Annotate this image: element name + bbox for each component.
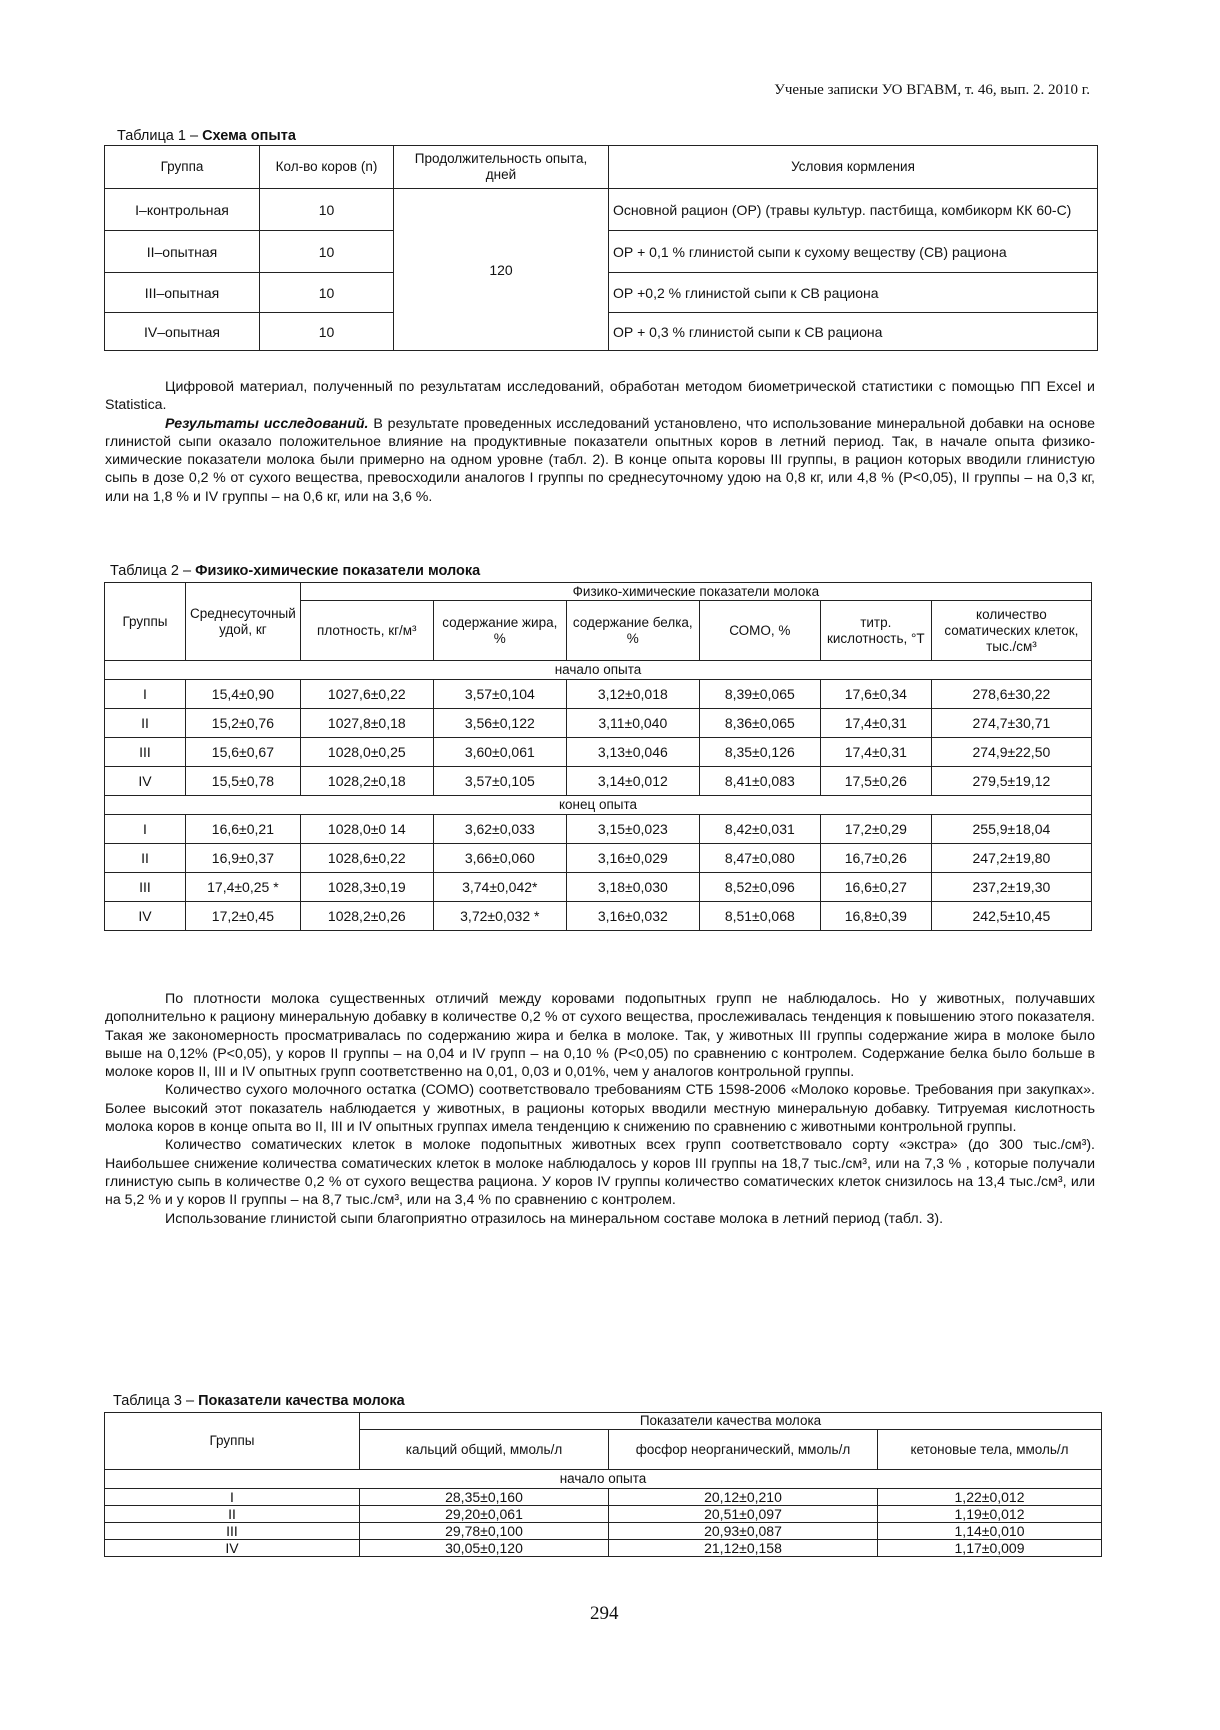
table-cell: I	[105, 1489, 360, 1506]
table1-caption-prefix: Таблица 1 –	[117, 128, 203, 144]
table-cell: 3,62±0,033	[433, 815, 566, 844]
table-cell: 3,74±0,042*	[433, 873, 566, 902]
t3-h-ket: кетоновые тела, ммоль/л	[878, 1430, 1102, 1470]
t2-h-protein: содержание белка, %	[566, 601, 699, 661]
t2-h-somo: СОМО, %	[699, 601, 820, 661]
table-cell: 1028,2±0,26	[300, 902, 433, 931]
table-cell: III	[105, 873, 186, 902]
table-cell: 3,66±0,060	[433, 844, 566, 873]
table-cell: 3,12±0,018	[566, 680, 699, 709]
table-row	[105, 815, 1092, 844]
table-cell: 8,52±0,096	[699, 873, 820, 902]
t1-r3-n: 10	[260, 273, 394, 313]
table-cell: 3,57±0,105	[433, 767, 566, 796]
table-cell: 3,18±0,030	[566, 873, 699, 902]
table-cell: 30,05±0,120	[360, 1540, 609, 1557]
table3-caption-prefix: Таблица 3 –	[113, 1393, 199, 1409]
t2-h-groups: Группы	[105, 583, 186, 661]
table-cell: 3,57±0,104	[433, 680, 566, 709]
t2-section-start: начало опыта	[105, 661, 1092, 680]
table-cell: 21,12±0,158	[609, 1540, 878, 1557]
para-statistics: Цифровой материал, полученный по результатам исследований, обработан методом биометрической статистики с помощью ПП Excel и Statistica.	[105, 379, 1095, 414]
table-cell: 15,5±0,78	[186, 767, 301, 796]
table-cell: 20,93±0,087	[609, 1523, 878, 1540]
table-cell: 16,6±0,27	[820, 873, 931, 902]
table-cell: 8,47±0,080	[699, 844, 820, 873]
table-cell: 3,56±0,122	[433, 709, 566, 738]
table-cell: 247,2±19,80	[931, 844, 1091, 873]
discussion-text	[105, 990, 1095, 1228]
t2-end-rows	[105, 815, 1092, 931]
table-cell: 17,2±0,45	[186, 902, 301, 931]
t1-r3-group: III–опытная	[105, 273, 260, 313]
table-cell: 8,42±0,031	[699, 815, 820, 844]
table-cell: 1028,3±0,19	[300, 873, 433, 902]
table2-caption	[110, 563, 480, 579]
table-row	[105, 709, 1092, 738]
results-text: В результате проведенных исследований установлено, что использование минеральной добавки на основе глинистой сыпи оказало положительное влияние на продуктивные показатели опытных коров в летний период. Так, в начале опыта физико-химические показатели молока были примерно на одном уровне (табл. 2). В конце опыта коровы III группы, в рацион которых вводили глинистую сыпь в дозе 0,2 % от сухого вещества, превосходили аналогов I группы по среднесуточному удою на 0,8 кг, или 4,8 % (P<0,05), II группы – на 0,3 кг, или на 1,8 % и IV группы – на 0,6 кг, или на 3,6 %.	[105, 415, 1095, 505]
t1-h-n: Кол-во коров (n)	[260, 146, 394, 189]
t2-section-end: конец опыта	[105, 796, 1092, 815]
t2-h-super: Физико-химические показатели молока	[300, 583, 1091, 601]
table-cell: 242,5±10,45	[931, 902, 1091, 931]
table-row	[105, 1523, 1102, 1540]
t2-h-density: плотность, кг/м³	[300, 601, 433, 661]
table-cell: 3,14±0,012	[566, 767, 699, 796]
table2-caption-title: Физико-химические показатели молока	[195, 563, 481, 579]
t1-duration: 120	[394, 189, 609, 351]
t3-h-super: Показатели качества молока	[360, 1413, 1102, 1430]
table-cell: 1028,0±0 14	[300, 815, 433, 844]
table-cell: 3,60±0,061	[433, 738, 566, 767]
table-cell: 279,5±19,12	[931, 767, 1091, 796]
table-cell: 20,12±0,210	[609, 1489, 878, 1506]
table-cell: 16,9±0,37	[186, 844, 301, 873]
table-cell: 1,22±0,012	[878, 1489, 1102, 1506]
para-somatic: Количество соматических клеток в молоке подопытных животных всех групп соответствовало сорту «экстра» (до 300 тыс./см³). Наибольшее снижение количества соматических клеток в молоке наблюдалось у коров III группы на 18,7 тыс./см³, или на 7,3 % , которые получали глинистую сыпь в количестве 0,2 % от сухого вещества рациона. У коров IV группы количество соматических клеток снизилось на 13,4 тыс./см³, или на 5,2 % и у коров II группы – на 8,7 тыс./см³, или на 3,4 % по сравнению с контролем.	[105, 1137, 1095, 1209]
t3-h-ca: кальций общий, ммоль/л	[360, 1430, 609, 1470]
table1-caption-title: Схема опыта	[202, 128, 296, 144]
table-row	[105, 1506, 1102, 1523]
results-heading: Результаты исследований.	[165, 415, 369, 432]
table-cell: 20,51±0,097	[609, 1506, 878, 1523]
table1-caption	[117, 128, 296, 144]
table3	[104, 1412, 1102, 1557]
table-cell: 16,7±0,26	[820, 844, 931, 873]
para-somo: Количество сухого молочного остатка (СОМО) соответствовало требованиям СТБ 1598-2006 «Молоко коровье. Требования при закупках». Более высокий этот показатель наблюдается у животных, в рационы которых вводили местную минеральную добавку. Титруемая кислотность молока коров в конце опыта во II, III и IV опытных группах имела тенденцию к снижению по сравнению с животными контрольной группы.	[105, 1082, 1095, 1136]
table-cell: 8,51±0,068	[699, 902, 820, 931]
table-cell: I	[105, 815, 186, 844]
table-cell: 1028,2±0,18	[300, 767, 433, 796]
t1-r1-group: I–контрольная	[105, 189, 260, 231]
table-cell: 1028,6±0,22	[300, 844, 433, 873]
table-cell: 15,6±0,67	[186, 738, 301, 767]
table-cell: 3,15±0,023	[566, 815, 699, 844]
t2-h-somatic: количество соматических клеток, тыс./см³	[931, 601, 1091, 661]
table-cell: 274,9±22,50	[931, 738, 1091, 767]
t2-h-fat: содержание жира, %	[433, 601, 566, 661]
table-row	[105, 680, 1092, 709]
table-cell: 3,16±0,032	[566, 902, 699, 931]
table-cell: 8,41±0,083	[699, 767, 820, 796]
table-cell: 8,39±0,065	[699, 680, 820, 709]
table-cell: 15,2±0,76	[186, 709, 301, 738]
table-cell: IV	[105, 767, 186, 796]
table-cell: 17,2±0,29	[820, 815, 931, 844]
t3-h-groups: Группы	[105, 1413, 360, 1470]
t3-section-start: начало опыта	[105, 1470, 1102, 1489]
t1-r3-cond: ОР +0,2 % глинистой сыпи к СВ рациона	[609, 273, 1098, 313]
t1-h-duration: Продолжительность опыта, дней	[394, 146, 609, 189]
t3-h-p: фосфор неорганический, ммоль/л	[609, 1430, 878, 1470]
table-row	[105, 844, 1092, 873]
t1-r4-group: IV–опытная	[105, 313, 260, 351]
table-cell: 16,8±0,39	[820, 902, 931, 931]
table-cell: 3,11±0,040	[566, 709, 699, 738]
table-cell: IV	[105, 902, 186, 931]
table3-caption	[113, 1393, 405, 1409]
table-cell: 255,9±18,04	[931, 815, 1091, 844]
para-density: По плотности молока существенных отличий между коровами подопытных групп не наблюдалось. Но у животных, получавших дополнительно к рациону минеральную добавку в количестве 0,2 % от сухого вещества, прослеживалась тенденция к повышению этого показателя. Такая же закономерность просматривалась по содержанию жира и белка в молоке. Так, у животных III группы содержание жира в молоке было выше на 0,12% (P<0,05), у коров II группы – на 0,04 и IV групп – на 0,10 % (P<0,05) по сравнению с контролем. Содержание белка было больше в молоке коров II, III и IV опытных групп соответственно на 0,01, 0,03 и 0,01%, чем у аналогов контрольной группы.	[105, 991, 1095, 1081]
t1-r2-cond: ОР + 0,1 % глинистой сыпи к сухому веществу (СВ) рациона	[609, 231, 1098, 273]
table-cell: 17,6±0,34	[820, 680, 931, 709]
table-cell: 8,36±0,065	[699, 709, 820, 738]
intro-text	[105, 378, 1095, 506]
para-results	[105, 415, 1095, 506]
t2-start-rows	[105, 680, 1092, 796]
table-cell: 1,14±0,010	[878, 1523, 1102, 1540]
table-row	[105, 1489, 1102, 1506]
table-cell: III	[105, 1523, 360, 1540]
table-cell: 1028,0±0,25	[300, 738, 433, 767]
table-cell: II	[105, 844, 186, 873]
table-cell: IV	[105, 1540, 360, 1557]
table-cell: 3,16±0,029	[566, 844, 699, 873]
table-cell: 8,35±0,126	[699, 738, 820, 767]
table-cell: II	[105, 709, 186, 738]
journal-header: Ученые записки УО ВГАВМ, т. 46, вып. 2. 2010 г.	[774, 82, 1090, 98]
table-cell: 3,72±0,032 *	[433, 902, 566, 931]
table-cell: 3,13±0,046	[566, 738, 699, 767]
table-row	[105, 1540, 1102, 1557]
table-cell: 15,4±0,90	[186, 680, 301, 709]
table-row	[105, 767, 1092, 796]
t1-r1-n: 10	[260, 189, 394, 231]
t1-r4-cond: ОР + 0,3 % глинистой сыпи к СВ рациона	[609, 313, 1098, 351]
table-cell: 17,4±0,31	[820, 738, 931, 767]
t1-r2-group: II–опытная	[105, 231, 260, 273]
table-cell: III	[105, 738, 186, 767]
table-cell: 1,17±0,009	[878, 1540, 1102, 1557]
table-cell: 278,6±30,22	[931, 680, 1091, 709]
t2-h-acid: титр. кислотность, °Т	[820, 601, 931, 661]
table-cell: 17,4±0,25 *	[186, 873, 301, 902]
table-cell: 1027,6±0,22	[300, 680, 433, 709]
table-cell: 274,7±30,71	[931, 709, 1091, 738]
table-cell: 17,5±0,26	[820, 767, 931, 796]
table1	[104, 145, 1098, 351]
table-row	[105, 738, 1092, 767]
table-cell: 28,35±0,160	[360, 1489, 609, 1506]
table-cell: 29,20±0,061	[360, 1506, 609, 1523]
table-cell: 17,4±0,31	[820, 709, 931, 738]
table-cell: II	[105, 1506, 360, 1523]
para-minerals: Использование глинистой сыпи благоприятно отразилось на минеральном составе молока в летний период (табл. 3).	[165, 1210, 944, 1227]
t2-h-yield: Среднесуточный удой, кг	[186, 583, 301, 661]
t3-rows	[105, 1489, 1102, 1557]
table-cell: I	[105, 680, 186, 709]
table-cell: 237,2±19,30	[931, 873, 1091, 902]
table2	[104, 582, 1092, 931]
t1-h-group: Группа	[105, 146, 260, 189]
table-cell: 29,78±0,100	[360, 1523, 609, 1540]
t1-r4-n: 10	[260, 313, 394, 351]
t1-r2-n: 10	[260, 231, 394, 273]
table-cell: 16,6±0,21	[186, 815, 301, 844]
table-row	[105, 902, 1092, 931]
table-cell: 1027,8±0,18	[300, 709, 433, 738]
page-number: 294	[590, 1603, 619, 1624]
table-cell: 1,19±0,012	[878, 1506, 1102, 1523]
t1-r1-cond: Основной рацион (ОР) (травы культур. пастбища, комбикорм КК 60-С)	[609, 189, 1098, 231]
table-row	[105, 873, 1092, 902]
table3-caption-title: Показатели качества молока	[198, 1393, 405, 1409]
table2-caption-prefix: Таблица 2 –	[110, 563, 196, 579]
t1-h-cond: Условия кормления	[609, 146, 1098, 189]
